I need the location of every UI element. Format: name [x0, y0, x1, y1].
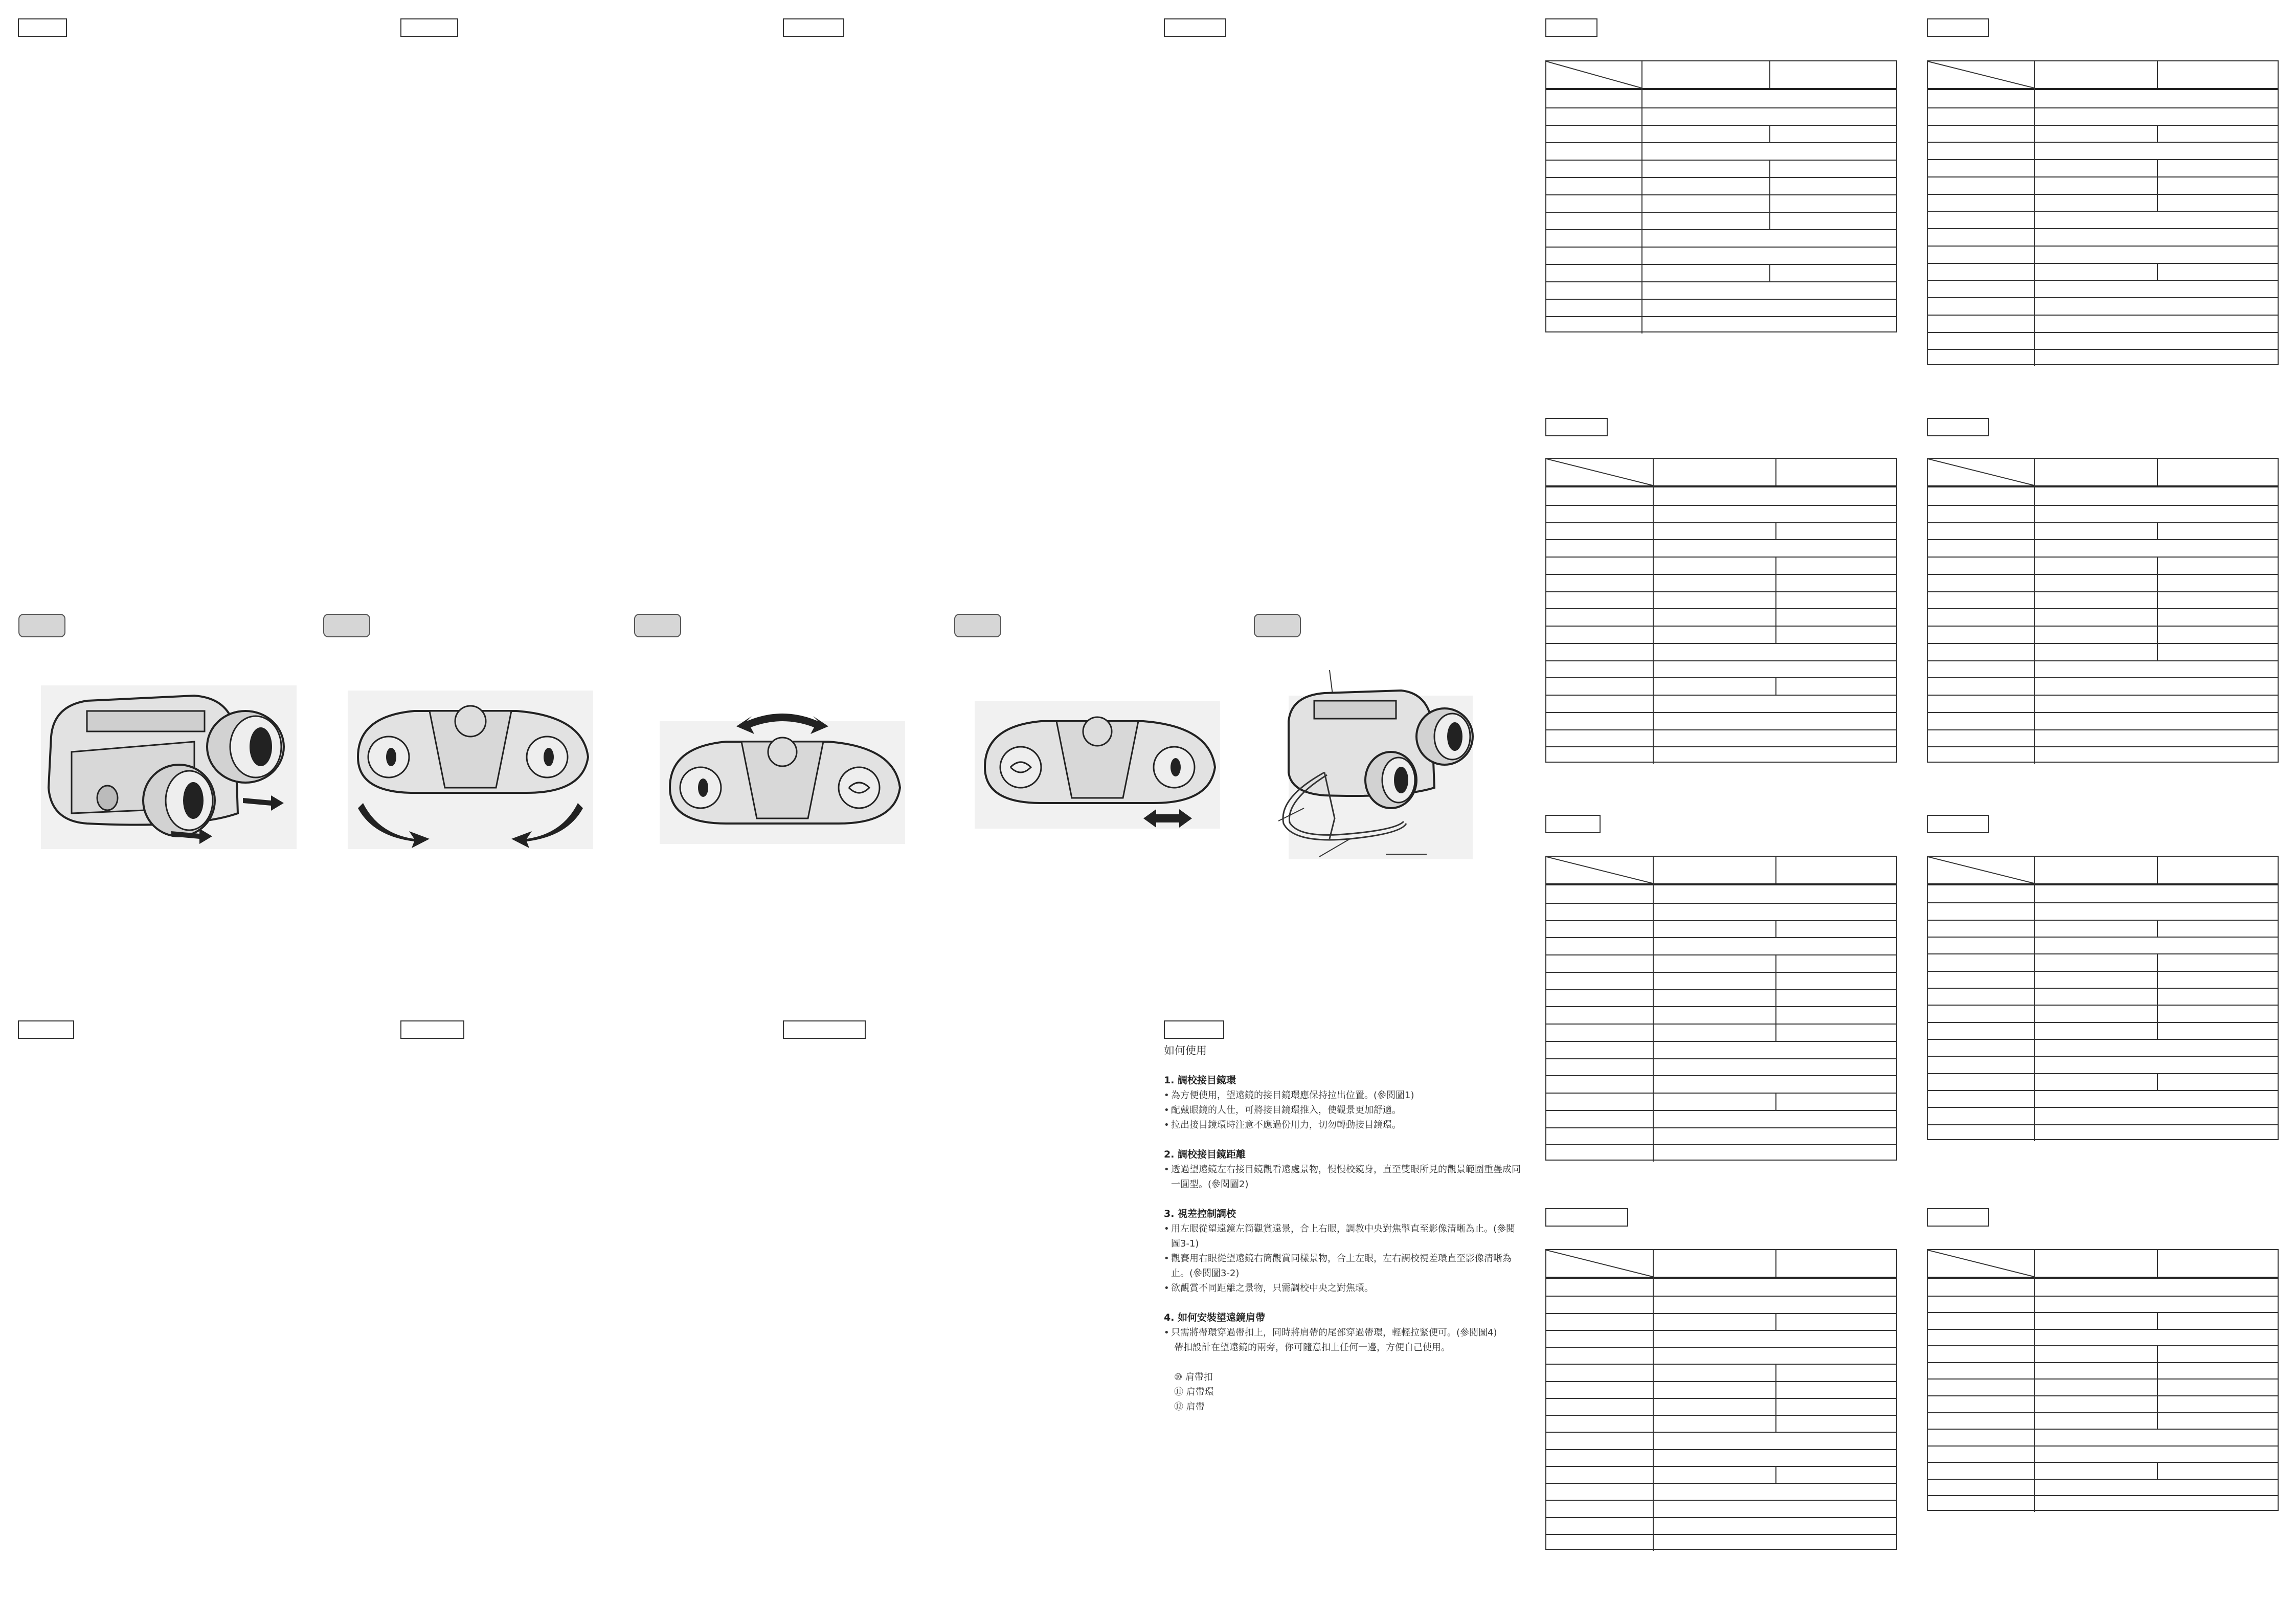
row-divider	[1546, 1058, 1896, 1059]
row-divider	[1546, 660, 1896, 661]
bullet: • 用左眼從望遠鏡左筒觀賞遠景，合上右眼，調教中央對焦掣直至影像清晰為止。(參閱圖3-1)	[1164, 1223, 1516, 1249]
cell-divider	[2157, 194, 2158, 211]
row-divider	[1546, 1415, 1896, 1416]
bullet: • 欲觀賞不同距離之景物，只需調校中央之對焦環。	[1164, 1283, 1374, 1294]
row-divider	[1928, 971, 2278, 972]
row-divider	[1546, 972, 1896, 973]
row-divider	[1546, 107, 1896, 108]
row-divider	[1546, 1330, 1896, 1331]
spec-table	[1927, 856, 2279, 1140]
cell-divider	[2157, 263, 2158, 280]
row-divider	[1546, 1381, 1896, 1382]
spec-table	[1927, 1249, 2279, 1511]
spec-label-6	[1927, 1208, 1989, 1227]
section-1	[1164, 1073, 1522, 1132]
row-divider	[1546, 677, 1896, 678]
row-divider	[1546, 1041, 1896, 1042]
row-divider	[1928, 1329, 2278, 1330]
column-divider	[2157, 61, 2158, 88]
column-divider	[2157, 459, 2158, 485]
row-divider	[1928, 1412, 2278, 1413]
row-divider	[1928, 125, 2278, 126]
row-divider	[1546, 574, 1896, 575]
cell-divider	[2157, 1005, 2158, 1021]
row-divider	[1546, 177, 1896, 178]
row-divider	[1928, 1445, 2278, 1447]
section-heading: 3. 視差控制調校	[1164, 1208, 1236, 1219]
row-divider	[1928, 1005, 2278, 1006]
figure-label-4	[1254, 614, 1301, 637]
figure-label-1	[18, 614, 65, 637]
row-divider	[1928, 1479, 2278, 1480]
spec-table	[1927, 60, 2279, 365]
row-divider	[1546, 1449, 1896, 1450]
bullet: • 拉出接目鏡環時注意不應過份用力，切勿轉動接目鏡環。	[1164, 1120, 1401, 1130]
cell-divider	[1775, 1313, 1776, 1330]
row-divider	[1546, 1075, 1896, 1076]
row-divider	[1546, 712, 1896, 713]
row-divider	[1546, 591, 1896, 592]
column-divider	[2034, 857, 2035, 1141]
cell-divider	[1775, 1093, 1776, 1110]
spec-label-4	[1927, 815, 1989, 833]
cell-divider	[2157, 920, 2158, 937]
cell-divider	[2157, 159, 2158, 176]
row-divider	[1546, 954, 1896, 955]
row-divider	[1928, 660, 2278, 661]
cell-divider	[1769, 212, 1770, 229]
row-divider	[1928, 1124, 2278, 1125]
row-divider	[1546, 212, 1896, 213]
row-divider	[1928, 902, 2278, 903]
binocular-interpupillary-icon	[348, 685, 593, 849]
spec-label-2	[1927, 418, 1989, 436]
row-divider	[1928, 626, 2278, 627]
row-divider	[1928, 505, 2278, 506]
spec-label-3	[1545, 815, 1601, 833]
row-divider	[1928, 263, 2278, 264]
row-divider	[1546, 920, 1896, 921]
row-divider	[1546, 160, 1896, 161]
binocular-strap-icon	[1273, 670, 1488, 875]
row-divider	[1928, 695, 2278, 696]
bullet: • 為方便使用，望遠鏡的接目鏡環應保持拉出位置。(參閱圖1)	[1164, 1090, 1414, 1101]
cell-divider	[1775, 626, 1776, 643]
cell-divider	[1769, 264, 1770, 281]
cell-divider	[2157, 643, 2158, 660]
cell-divider	[1775, 1024, 1776, 1041]
row-divider	[1546, 1500, 1896, 1501]
row-divider	[1928, 677, 2278, 678]
row-divider	[1546, 1466, 1896, 1467]
column-divider	[2034, 1250, 2035, 1512]
row-divider	[1928, 712, 2278, 713]
row-divider	[1928, 608, 2278, 609]
cell-divider	[1775, 972, 1776, 989]
header-diagonal	[1546, 857, 1653, 883]
row-divider	[1928, 211, 2278, 212]
bullet: • 配戴眼鏡的人仕，可將接目鏡環推入，使觀景更加舒適。	[1164, 1105, 1401, 1116]
row-divider	[1546, 194, 1896, 195]
section-2	[1164, 1147, 1522, 1192]
cell-divider	[2157, 557, 2158, 574]
row-divider	[1546, 522, 1896, 523]
cell-divider	[2157, 1073, 2158, 1090]
row-divider	[1546, 142, 1896, 143]
row-divider	[1928, 349, 2278, 350]
cell-divider	[2157, 988, 2158, 1005]
row-divider	[1546, 608, 1896, 609]
cell-divider	[1769, 125, 1770, 142]
cell-divider	[2157, 971, 2158, 988]
cell-divider	[2157, 1345, 2158, 1362]
page-label-3	[783, 18, 844, 37]
header-diagonal	[1546, 1250, 1653, 1277]
cell-divider	[2157, 1462, 2158, 1479]
row-divider	[1546, 539, 1896, 540]
row-divider	[1546, 626, 1896, 627]
row-divider	[1546, 281, 1896, 282]
bullet: • 透過望遠鏡左右接目鏡觀看遠處景物，慢慢校鏡身，直至雙眼所見的觀景範圍重疊成同一圓型。(參閱圖2)	[1164, 1164, 1521, 1190]
row-divider	[1928, 522, 2278, 523]
cell-divider	[2157, 1378, 2158, 1395]
row-divider	[1546, 1110, 1896, 1111]
row-divider	[1546, 1006, 1896, 1007]
row-divider	[1928, 332, 2278, 333]
row-divider	[1928, 557, 2278, 558]
column-divider	[1775, 857, 1776, 883]
row-divider	[1546, 1144, 1896, 1145]
cell-divider	[1769, 194, 1770, 212]
row-divider	[1546, 746, 1896, 747]
column-divider	[2157, 1250, 2158, 1277]
cell-divider	[2157, 522, 2158, 540]
row-divider	[1928, 1107, 2278, 1108]
cell-divider	[2157, 1412, 2158, 1429]
page-label-2	[400, 18, 458, 37]
row-divider	[1546, 264, 1896, 265]
instructions-title: 如何使用	[1164, 1044, 1207, 1057]
row-divider	[1928, 1312, 2278, 1313]
column-divider	[1775, 459, 1776, 485]
instructions-cn	[1164, 1043, 1522, 1429]
row-divider	[1546, 729, 1896, 730]
spec-label-1	[1545, 418, 1608, 436]
column-divider	[2157, 857, 2158, 883]
page-label-6	[1927, 18, 1989, 37]
row-divider	[1546, 557, 1896, 558]
cell-divider	[1775, 1364, 1776, 1381]
row-divider	[1928, 176, 2278, 177]
row-divider	[1928, 1362, 2278, 1363]
cell-divider	[1775, 557, 1776, 574]
row-divider	[1928, 937, 2278, 938]
cell-divider	[1775, 591, 1776, 609]
cell-divider	[2157, 574, 2158, 591]
row-divider	[1546, 937, 1896, 938]
row-divider	[1928, 1495, 2278, 1496]
row-divider	[1928, 142, 2278, 143]
row-divider	[1928, 1056, 2278, 1057]
section-3	[1164, 1207, 1522, 1296]
row-divider	[1928, 746, 2278, 747]
figure-label-3-1	[634, 614, 681, 637]
row-divider	[1546, 1093, 1896, 1094]
row-divider	[1928, 953, 2278, 954]
spec-table	[1927, 458, 2279, 763]
row-divider	[1928, 643, 2278, 644]
section-heading: 2. 調校接目鏡距離	[1164, 1149, 1246, 1160]
row-divider	[1546, 1432, 1896, 1433]
row-divider	[1928, 988, 2278, 989]
row-divider	[1546, 643, 1896, 644]
cell-divider	[1775, 1381, 1776, 1398]
row-divider	[1928, 315, 2278, 316]
row-divider	[1928, 297, 2278, 298]
cell-divider	[1775, 954, 1776, 972]
page-label-1	[18, 18, 67, 37]
row-divider	[1928, 729, 2278, 730]
row-divider	[1546, 1024, 1896, 1025]
column-divider	[1653, 1250, 1654, 1551]
note: 帶扣設計在望遠鏡的兩旁，你可隨意扣上任何一邊，方便自己使用。	[1174, 1342, 1450, 1353]
spec-table	[1545, 856, 1897, 1161]
row-divider	[1928, 1090, 2278, 1091]
row-divider	[1546, 1347, 1896, 1348]
row-divider	[1928, 1345, 2278, 1346]
row-divider	[1928, 539, 2278, 540]
row-divider	[1928, 194, 2278, 195]
page-label-10	[1164, 1020, 1224, 1039]
section-heading: 4. 如何安裝望遠鏡肩帶	[1164, 1312, 1266, 1323]
cell-divider	[1775, 1466, 1776, 1483]
row-divider	[1928, 1296, 2278, 1297]
cell-divider	[1769, 177, 1770, 194]
cell-divider	[2157, 1312, 2158, 1329]
row-divider	[1928, 1429, 2278, 1430]
header-diagonal	[1928, 459, 2034, 485]
row-divider	[1546, 1398, 1896, 1399]
spec-label-5	[1545, 1208, 1628, 1227]
row-divider	[1546, 989, 1896, 990]
column-divider	[1769, 61, 1770, 88]
row-divider	[1928, 1022, 2278, 1023]
cell-divider	[1775, 1415, 1776, 1432]
row-divider	[1928, 591, 2278, 592]
row-divider	[1546, 125, 1896, 126]
column-divider	[1775, 1250, 1776, 1277]
cell-divider	[2157, 1362, 2158, 1379]
header-diagonal	[1928, 61, 2034, 88]
row-divider	[1546, 1127, 1896, 1128]
cell-divider	[1775, 522, 1776, 540]
row-divider	[1928, 1462, 2278, 1463]
spec-table	[1545, 458, 1897, 763]
header-diagonal	[1546, 459, 1653, 485]
part-label: ⑪ 肩帶環	[1174, 1387, 1214, 1397]
figure-label-2	[323, 614, 370, 637]
cell-divider	[1775, 1006, 1776, 1024]
row-divider	[1928, 246, 2278, 247]
bullet: • 只需將帶環穿過帶扣上，同時將肩帶的尾部穿過帶環，輕輕拉緊便可。(參閱圖4)	[1164, 1327, 1497, 1338]
row-divider	[1546, 1364, 1896, 1365]
cell-divider	[1769, 160, 1770, 177]
cell-divider	[1775, 608, 1776, 626]
row-divider	[1928, 574, 2278, 575]
header-diagonal	[1928, 857, 2034, 883]
cell-divider	[2157, 1395, 2158, 1412]
figure-label-3-2	[954, 614, 1001, 637]
part-label: ⑫ 肩帶	[1174, 1401, 1205, 1412]
row-divider	[1928, 159, 2278, 160]
row-divider	[1928, 920, 2278, 921]
binocular-focus-ring-icon	[660, 691, 905, 844]
page-label-7	[18, 1020, 74, 1039]
row-divider	[1546, 299, 1896, 300]
row-divider	[1546, 1296, 1896, 1297]
row-divider	[1928, 1073, 2278, 1074]
page-label-8	[400, 1020, 464, 1039]
cell-divider	[2157, 953, 2158, 970]
section-heading: 1. 調校接目鏡環	[1164, 1075, 1236, 1086]
cell-divider	[1775, 677, 1776, 695]
cell-divider	[2157, 591, 2158, 609]
cell-divider	[1775, 920, 1776, 938]
row-divider	[1546, 247, 1896, 248]
row-divider	[1546, 1483, 1896, 1484]
cell-divider	[2157, 608, 2158, 626]
page-label-5	[1545, 18, 1597, 37]
row-divider	[1546, 1534, 1896, 1535]
cell-divider	[1775, 574, 1776, 591]
row-divider	[1546, 229, 1896, 230]
row-divider	[1546, 1517, 1896, 1518]
binocular-eyecup-pull-icon	[41, 675, 297, 849]
section-4	[1164, 1310, 1522, 1414]
spec-table	[1545, 1249, 1897, 1550]
row-divider	[1928, 1395, 2278, 1396]
row-divider	[1928, 228, 2278, 229]
row-divider	[1928, 107, 2278, 108]
row-divider	[1928, 280, 2278, 281]
spec-table	[1545, 60, 1897, 332]
row-divider	[1546, 695, 1896, 696]
header-diagonal	[1928, 1250, 2034, 1277]
column-divider	[1641, 61, 1642, 333]
page-label-9	[783, 1020, 866, 1039]
page-label-4	[1164, 18, 1226, 37]
cell-divider	[1775, 989, 1776, 1007]
row-divider	[1546, 505, 1896, 506]
row-divider	[1928, 1378, 2278, 1380]
cell-divider	[2157, 626, 2158, 643]
row-divider	[1928, 1039, 2278, 1040]
header-diagonal	[1546, 61, 1641, 88]
cell-divider	[2157, 125, 2158, 142]
cell-divider	[2157, 1022, 2158, 1039]
cell-divider	[1775, 1398, 1776, 1415]
part-label: ⑩ 肩帶扣	[1174, 1372, 1213, 1383]
binocular-diopter-icon	[975, 696, 1220, 839]
cell-divider	[2157, 176, 2158, 194]
row-divider	[1546, 903, 1896, 904]
row-divider	[1546, 316, 1896, 317]
bullet: • 觀賽用右眼從望遠鏡右筒觀賞同樣景物，合上左眼，左右調校視差環直至影像清晰為止。(參閱圖3-2)	[1164, 1253, 1512, 1279]
row-divider	[1546, 1313, 1896, 1314]
